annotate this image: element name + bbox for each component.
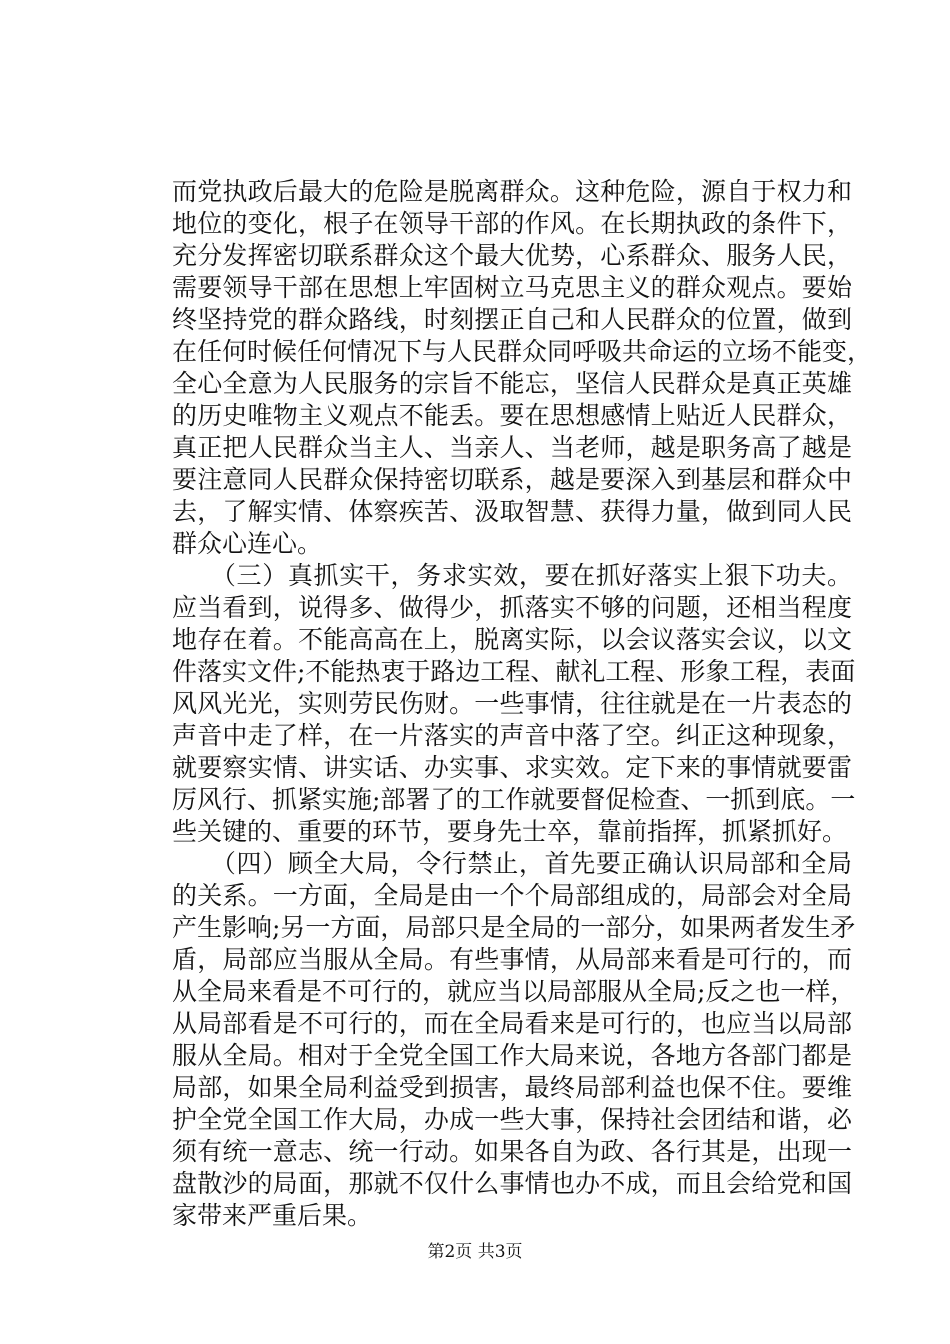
text-line: 真正把人民群众当主人、当亲人、当老师，越是职务高了越是	[172, 433, 852, 462]
text-line: 而党执政后最大的危险是脱离群众。这种危险，源自于权力和	[172, 177, 852, 206]
page-footer: 第2页 共3页	[427, 1242, 523, 1262]
paragraph	[172, 176, 873, 560]
text-line: 终坚持党的群众路线，时刻摆正自己和人民群众的位置，做到	[172, 305, 852, 334]
text-line: （四）顾全大局，令行禁止，首先要正确认识局部和全局	[172, 849, 852, 878]
text-line: 护全党全国工作大局，办成一些大事，保持社会团结和谐，必	[172, 1105, 852, 1134]
paragraph-list	[172, 176, 873, 1232]
paragraph	[172, 560, 856, 848]
text-line: 风风光光，实则劳民伤财。一些事情，往往就是在一片表态的	[172, 689, 852, 718]
text-line: 局部，如果全局利益受到损害，最终局部利益也保不住。要维	[172, 1073, 852, 1102]
text-line: 就要察实情、讲实话、办实事、求实效。定下来的事情就要雷	[172, 753, 852, 782]
text-line: （三）真抓实干，务求实效，要在抓好落实上狠下功夫。	[172, 561, 852, 590]
text-line: 盾，局部应当服从全局。有些事情，从局部来看是可行的，而	[172, 945, 852, 974]
text-line: 家带来严重后果。	[172, 1201, 373, 1230]
text-line: 去，了解实情、体察疾苦、汲取智慧、获得力量，做到同人民	[172, 497, 852, 526]
text-line: 地存在着。不能高高在上，脱离实际，以会议落实会议，以文	[172, 625, 852, 654]
text-line: 全心全意为人民服务的宗旨不能忘，坚信人民群众是真正英雄	[172, 369, 852, 398]
text-line: 地位的变化，根子在领导干部的作风。在长期执政的条件下，	[172, 209, 852, 238]
text-line: 件落实文件;不能热衷于路边工程、献礼工程、形象工程，表面	[172, 657, 856, 686]
text-line: 要注意同人民群众保持密切联系，越是要深入到基层和群众中	[172, 465, 852, 494]
body-text	[172, 176, 873, 1232]
text-line: 厉风行、抓紧实施;部署了的工作就要督促检查、一抓到底。一	[172, 785, 856, 814]
text-line: 声音中走了样，在一片落实的声音中落了空。纠正这种现象，	[172, 721, 852, 750]
text-line: 盘散沙的局面，那就不仅什么事情也办不成，而且会给党和国	[172, 1169, 852, 1198]
text-line: 些关键的、重要的环节，要身先士卒，靠前指挥，抓紧抓好。	[172, 817, 848, 846]
text-line: 的历史唯物主义观点不能丢。要在思想感情上贴近人民群众，	[172, 401, 852, 430]
text-line: 从全局来看是不可行的，就应当以局部服从全局;反之也一样，	[172, 977, 856, 1006]
paragraph	[172, 848, 856, 1232]
text-line: 的关系。一方面，全局是由一个个局部组成的，局部会对全局	[172, 881, 852, 910]
text-line: 从局部看是不可行的，而在全局看来是可行的，也应当以局部	[172, 1009, 852, 1038]
text-line: 产生影响;另一方面，局部只是全局的一部分，如果两者发生矛	[172, 913, 856, 942]
text-line: 群众心连心。	[172, 529, 323, 558]
text-line: 应当看到，说得多、做得少，抓落实不够的问题，还相当程度	[172, 593, 852, 622]
text-line: 在任何时候任何情况下与人民群众同呼吸共命运的立场不能变，	[172, 337, 873, 366]
text-line: 充分发挥密切联系群众这个最大优势，心系群众、服务人民，	[172, 241, 852, 270]
text-line: 需要领导干部在思想上牢固树立马克思主义的群众观点。要始	[172, 273, 852, 302]
text-line: 服从全局。相对于全党全国工作大局来说，各地方各部门都是	[172, 1041, 852, 1070]
text-line: 须有统一意志、统一行动。如果各自为政、各行其是，出现一	[172, 1137, 852, 1166]
